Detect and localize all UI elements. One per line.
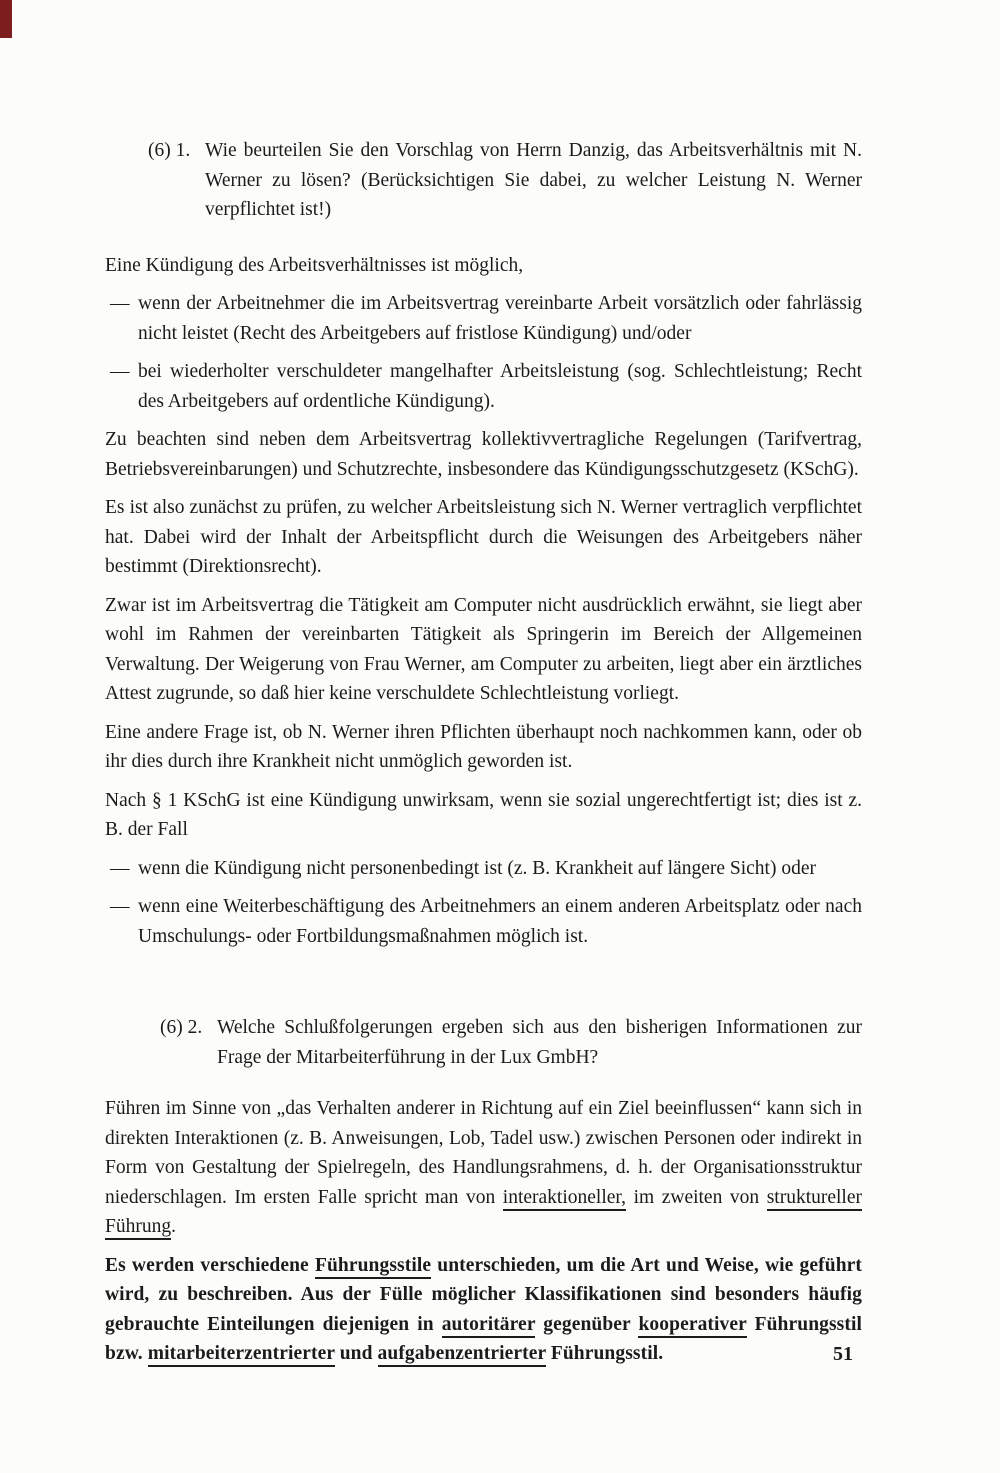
bullet-dash: — <box>110 896 130 917</box>
page-number: 51 <box>833 1343 853 1365</box>
question-2-text: Welche Schlußfolgerungen ergeben sich aus den bisherigen Informationen zur Frage der Mitarbeiterführung in der Lux GmbH? <box>217 1017 862 1068</box>
text-segment: im zweiten von <box>626 1186 767 1208</box>
bullet-text: bei wiederholter verschuldeter mangelhafter Arbeitsleistung (sog. Schlechtleistung; Recht des Arbeitgebers auf ordentliche Kündigung). <box>138 361 862 412</box>
question-1 <box>148 136 862 225</box>
paragraph-fuehren <box>105 1094 862 1242</box>
paragraph-arbeitsvertrag: Zwar ist im Arbeitsvertrag die Tätigkeit am Computer nicht ausdrücklich erwähnt, sie liegt aber wohl im Rahmen der vereinbarten Tätigkeit als Springerin im Bereich der Allgemeinen Verwaltung. Der Weigerung von Frau Werner, am Computer zu arbeiten, liegt aber ein ärztliches Attest zugrunde, so daß hier keine verschuldete Schlechtleistung vorliegt. <box>105 594 862 704</box>
bullet-text: wenn eine Weiterbeschäftigung des Arbeitnehmers an einem anderen Arbeitsplatz oder nach Umschulungs- oder Fortbildungsmaßnahmen möglich ist. <box>138 896 862 947</box>
text-segment: . <box>171 1216 176 1237</box>
scan-edge-mark <box>0 0 12 38</box>
bullet-item-1 <box>105 289 862 348</box>
question-2 <box>160 1013 862 1072</box>
text-segment: Es werden verschiedene <box>105 1254 315 1276</box>
text-segment: unterschieden, um die Art und Weise, wie geführt wird, zu beschreiben. Aus der Fülle möglicher Klassifikationen sind besonders häufig gebrauchte Einteilungen diejenigen in <box>105 1254 862 1335</box>
question-1-text: Wie beurteilen Sie den Vorschlag von Herrn Danzig, das Arbeitsverhältnis mit N. Werner zu lösen? (Berücksichtigen Sie dabei, zu welcher Leistung N. Werner verpflichtet ist!) <box>205 140 862 220</box>
bullet-dash: — <box>110 857 130 879</box>
underlined-term-fuehrungsstile: Führungsstile <box>315 1255 431 1279</box>
question-1-label: (6) 1. <box>148 140 191 161</box>
text-segment: und <box>334 1343 378 1364</box>
paragraph-intro: Eine Kündigung des Arbeitsverhältnisses ist möglich, <box>105 254 524 276</box>
paragraph-andere-frage: Eine andere Frage ist, ob N. Werner ihren Pflichten überhaupt noch nachkommen kann, oder ob ihr dies durch ihre Krankheit nicht unmöglich geworden ist. <box>105 721 862 772</box>
bullet-dash: — <box>110 361 130 382</box>
paragraph-fuehrungsstile <box>105 1251 862 1369</box>
page-content <box>105 136 862 1378</box>
bullet-item-2 <box>105 357 862 416</box>
text-segment: gegenüber <box>535 1313 639 1335</box>
bullet-text: wenn die Kündigung nicht personenbedingt ist (z. B. Krankheit auf längere Sicht) oder <box>138 857 816 879</box>
bullet-item-3 <box>105 854 862 884</box>
text-segment: Führen im Sinne von „das Verhalten anderer in Richtung auf ein Ziel beeinflussen“ kann sich in direkten Interaktionen (z. B. Anweisungen, Lob, Tadel usw.) zwischen Personen oder indirekt in Form von Gestaltung der Spielregeln, des Handlungsrahmens, d. h. der Organisationsstruktur niederschlagen. Im ersten Falle spricht man von <box>105 1098 862 1208</box>
paragraph-kschg: Nach § 1 KSchG ist eine Kündigung unwirksam, wenn sie sozial ungerechtfertigt ist; dies ist z. B. der Fall <box>105 789 862 840</box>
bullet-dash: — <box>110 293 130 314</box>
underlined-term-mitarbeiterzentriert: mitarbeiterzentrierter <box>148 1343 335 1367</box>
underlined-term-interaktioneller: interaktioneller, <box>503 1187 626 1211</box>
bullet-text: wenn der Arbeitnehmer die im Arbeitsvertrag vereinbarte Arbeit vorsätzlich oder fahrlässig nicht leistet (Recht des Arbeitgebers auf fristlose Kündigung) und/oder <box>138 293 862 344</box>
text-segment: Führungsstil. <box>545 1343 664 1364</box>
bullet-item-4 <box>105 892 862 951</box>
underlined-term-aufgabenzentriert: aufgabenzentrierter <box>378 1343 546 1367</box>
underlined-term-kooperativ: kooperativer <box>638 1314 746 1338</box>
paragraph-pruefen: Es ist also zunächst zu prüfen, zu welcher Arbeitsleistung sich N. Werner vertraglich verpflichtet hat. Dabei wird der Inhalt der Arbeitspflicht durch die Weisungen des Arbeitgebers näher bestimmt (Direktionsrecht). <box>105 497 862 577</box>
paragraph-kollektiv: Zu beachten sind neben dem Arbeitsvertrag kollektivvertragliche Regelungen (Tarifvertrag, Betriebsvereinbarungen) und Schutzrechte, insbesondere das Kündigungsschutzgesetz (KSchG). <box>105 429 862 480</box>
question-2-label: (6) 2. <box>160 1017 203 1038</box>
text-segment: Führungsstil bzw. <box>105 1313 862 1364</box>
underlined-term-strukturell: struktureller Führung <box>105 1187 862 1241</box>
underlined-term-autoritaer: autoritärer <box>442 1314 536 1338</box>
